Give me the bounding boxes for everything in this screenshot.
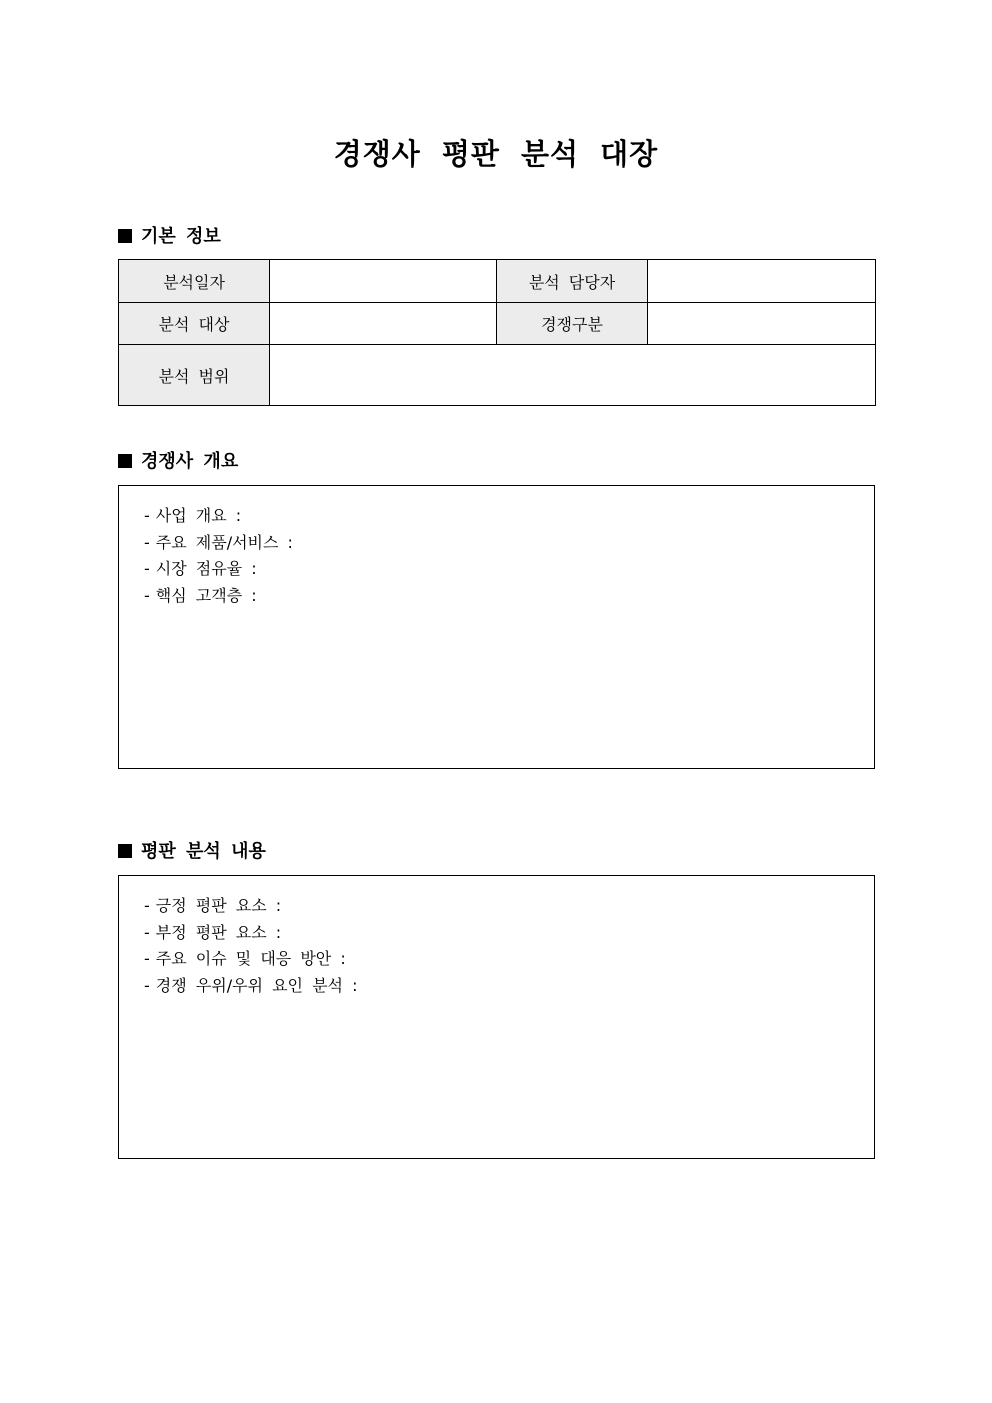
list-item <box>144 973 874 1000</box>
section-heading-reputation-analysis-label: 평판 분석 내용 <box>141 841 266 862</box>
date-label: 분석일자 <box>119 260 270 303</box>
dash-bullet: - <box>144 532 150 552</box>
list-item <box>144 946 874 973</box>
square-bullet-icon <box>118 454 132 468</box>
list-item-label: 긍정 평판 요소 : <box>155 896 282 915</box>
list-item-label: 주요 제품/서비스 : <box>155 532 293 552</box>
competitor-overview-list <box>119 486 874 610</box>
reputation-analysis-box[interactable] <box>118 875 875 1159</box>
list-item-label: 핵심 고객층 : <box>155 586 257 606</box>
competitor-overview-box[interactable] <box>118 485 875 769</box>
target-label: 분석 대상 <box>119 303 270 345</box>
section-heading-basic-info-label: 기본 정보 <box>141 226 221 247</box>
section-heading-reputation-analysis <box>118 837 266 863</box>
scope-label: 분석 범위 <box>119 345 270 406</box>
list-item <box>144 556 874 583</box>
list-item <box>144 583 874 610</box>
list-item <box>144 893 874 920</box>
list-item <box>144 530 874 557</box>
analyst-field[interactable] <box>648 260 876 303</box>
dash-bullet: - <box>144 976 150 996</box>
dash-bullet: - <box>144 896 150 915</box>
list-item <box>144 503 874 530</box>
dash-bullet: - <box>144 922 150 942</box>
square-bullet-icon <box>118 844 132 858</box>
date-field[interactable] <box>270 260 497 303</box>
section-heading-basic-info <box>118 222 221 248</box>
list-item-label: 시장 점유율 : <box>155 559 257 579</box>
table-row <box>119 345 876 406</box>
list-item <box>144 920 874 947</box>
target-field[interactable] <box>270 303 497 345</box>
reputation-analysis-list <box>119 876 874 1000</box>
dash-bullet: - <box>144 586 150 606</box>
dash-bullet: - <box>144 559 150 579</box>
basic-info-table <box>118 259 876 406</box>
section-heading-competitor-overview <box>118 447 238 473</box>
table-row <box>119 303 876 345</box>
list-item-label: 부정 평판 요소 : <box>155 922 282 942</box>
list-item-label: 사업 개요 : <box>155 506 242 525</box>
dash-bullet: - <box>144 949 150 969</box>
page-title: 경쟁사 평판 분석 대장 <box>333 137 659 171</box>
category-label: 경쟁구분 <box>497 303 648 345</box>
dash-bullet: - <box>144 506 150 525</box>
square-bullet-icon <box>118 229 132 243</box>
list-item-label: 주요 이슈 및 대응 방안 : <box>155 949 346 969</box>
list-item-label: 경쟁 우위/우위 요인 분석 : <box>155 976 358 996</box>
scope-field[interactable] <box>270 345 876 406</box>
section-heading-competitor-overview-label: 경쟁사 개요 <box>141 451 239 472</box>
table-row <box>119 260 876 303</box>
category-field[interactable] <box>648 303 876 345</box>
analyst-label: 분석 담당자 <box>497 260 648 303</box>
